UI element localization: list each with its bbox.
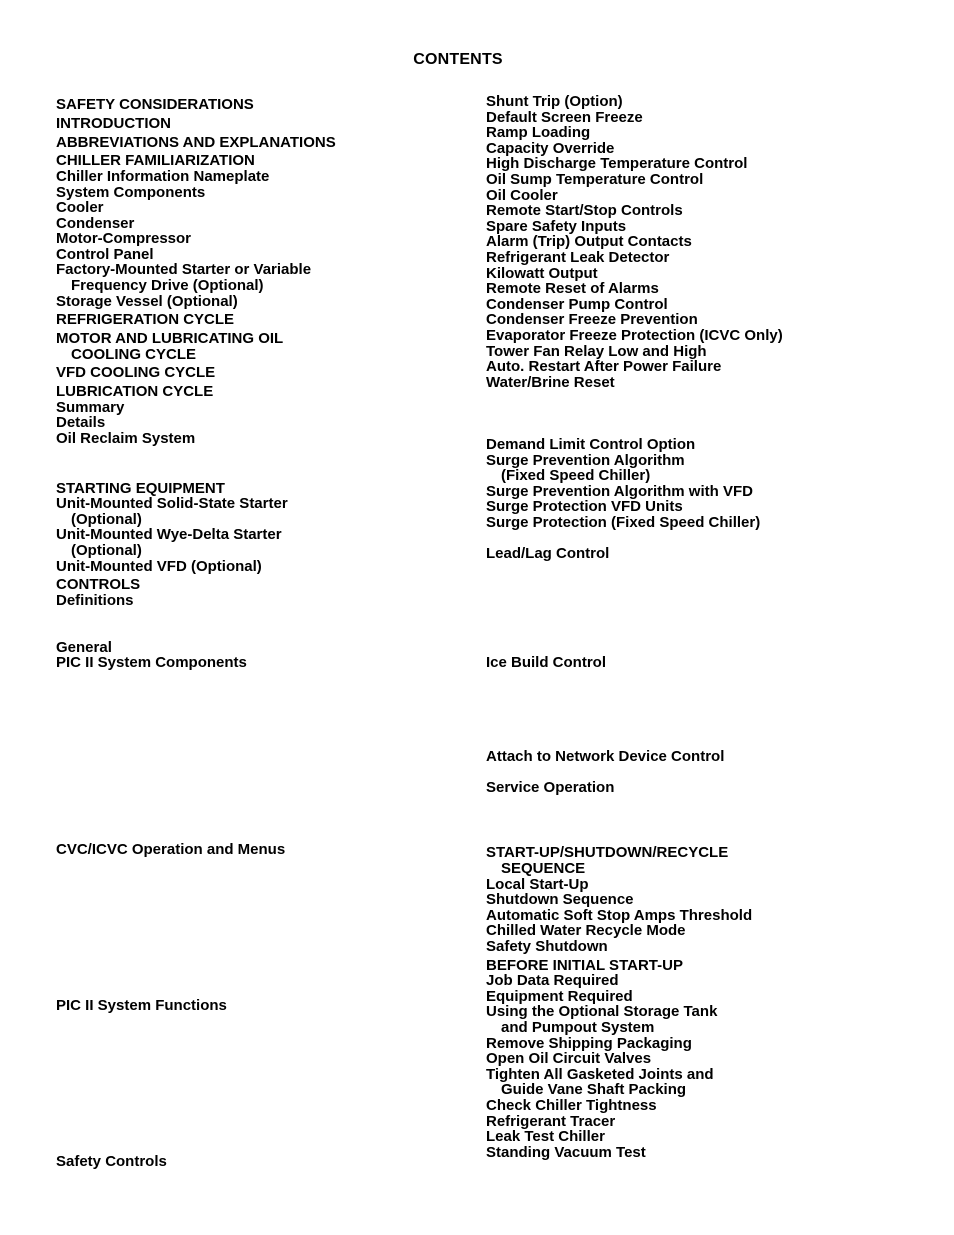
toc-entry[interactable]: Summary xyxy=(56,399,125,416)
toc-entry[interactable]: Details xyxy=(56,414,106,431)
toc-entry[interactable]: Chilled Water Recycle Mode xyxy=(486,922,686,939)
toc-entry[interactable]: Demand Limit Control Option xyxy=(486,436,696,453)
toc-entry[interactable]: Remote Start/Stop Controls xyxy=(486,202,683,219)
toc-entry[interactable]: INTRODUCTION xyxy=(56,115,171,132)
toc-entry[interactable]: Kilowatt Output xyxy=(486,265,598,282)
toc-entry[interactable]: Refrigerant Tracer xyxy=(486,1113,616,1130)
toc-entry[interactable]: PIC II System Functions xyxy=(56,997,227,1014)
toc-entry[interactable]: Open Oil Circuit Valves xyxy=(486,1050,652,1067)
toc-entry[interactable]: Refrigerant Leak Detector xyxy=(486,249,670,266)
toc-entry-continuation[interactable]: COOLING CYCLE xyxy=(71,346,197,363)
toc-entry[interactable]: Unit-Mounted VFD (Optional) xyxy=(56,558,262,575)
toc-entry[interactable]: Equipment Required xyxy=(486,988,633,1005)
toc-entry[interactable]: Ice Build Control xyxy=(486,654,606,671)
toc-entry-continuation[interactable]: Frequency Drive (Optional) xyxy=(71,277,264,294)
toc-entry[interactable]: STARTING EQUIPMENT xyxy=(56,480,225,497)
toc-entry[interactable]: System Components xyxy=(56,184,206,201)
toc-entry[interactable]: Surge Protection VFD Units xyxy=(486,498,683,515)
toc-entry-continuation[interactable]: (Optional) xyxy=(71,542,142,559)
toc-entry[interactable]: Motor-Compressor xyxy=(56,230,192,247)
toc-entry[interactable]: START-UP/SHUTDOWN/RECYCLE xyxy=(486,844,729,861)
toc-entry[interactable]: Factory-Mounted Starter or Variable xyxy=(56,261,312,278)
toc-entry[interactable]: REFRIGERATION CYCLE xyxy=(56,311,235,328)
toc-entry[interactable]: Safety Controls xyxy=(56,1153,167,1170)
toc-entry-continuation[interactable]: (Fixed Speed Chiller) xyxy=(501,467,651,484)
toc-entry[interactable]: Auto. Restart After Power Failure xyxy=(486,358,722,375)
toc-entry[interactable]: Tower Fan Relay Low and High xyxy=(486,343,707,360)
toc-entry[interactable]: Evaporator Freeze Protection (ICVC Only) xyxy=(486,327,783,344)
toc-entry[interactable]: Condenser Pump Control xyxy=(486,296,668,313)
toc-entry-continuation[interactable]: Guide Vane Shaft Packing xyxy=(501,1081,687,1098)
toc-entry[interactable]: Remove Shipping Packaging xyxy=(486,1035,692,1052)
toc-entry[interactable]: Local Start-Up xyxy=(486,876,589,893)
toc-entry[interactable]: Definitions xyxy=(56,592,134,609)
toc-entry[interactable]: ABBREVIATIONS AND EXPLANATIONS xyxy=(56,134,336,151)
toc-entry[interactable]: Storage Vessel (Optional) xyxy=(56,293,238,310)
toc-entry[interactable]: Control Panel xyxy=(56,246,154,263)
toc-entry[interactable]: Leak Test Chiller xyxy=(486,1128,605,1145)
toc-entry[interactable]: MOTOR AND LUBRICATING OIL xyxy=(56,330,284,347)
toc-entry[interactable]: Check Chiller Tightness xyxy=(486,1097,657,1114)
toc-entry[interactable]: Unit-Mounted Solid-State Starter xyxy=(56,495,288,512)
toc-entry[interactable]: CONTROLS xyxy=(56,576,141,593)
toc-entry[interactable]: CVC/ICVC Operation and Menus xyxy=(56,841,286,858)
toc-entry[interactable]: Service Operation xyxy=(486,779,615,796)
toc-entry[interactable]: Water/Brine Reset xyxy=(486,374,615,391)
toc-entry[interactable]: Job Data Required xyxy=(486,972,619,989)
toc-entry[interactable]: Shunt Trip (Option) xyxy=(486,93,623,110)
toc-entry-continuation[interactable]: and Pumpout System xyxy=(501,1019,655,1036)
toc-entry[interactable]: Tighten All Gasketed Joints and xyxy=(486,1066,714,1083)
toc-entry[interactable]: Oil Cooler xyxy=(486,187,558,204)
toc-entry[interactable]: Using the Optional Storage Tank xyxy=(486,1003,718,1020)
toc-entry-continuation[interactable]: (Optional) xyxy=(71,511,142,528)
toc-entry[interactable]: Condenser Freeze Prevention xyxy=(486,311,698,328)
toc-entry[interactable]: Oil Sump Temperature Control xyxy=(486,171,704,188)
toc-entry[interactable]: General xyxy=(56,639,112,656)
toc-entry[interactable]: Chiller Information Nameplate xyxy=(56,168,270,185)
toc-entry[interactable]: Standing Vacuum Test xyxy=(486,1144,646,1161)
toc-entry[interactable]: Safety Shutdown xyxy=(486,938,608,955)
toc-entry[interactable]: Unit-Mounted Wye-Delta Starter xyxy=(56,526,282,543)
toc-entry[interactable]: Condenser xyxy=(56,215,135,232)
toc-entry[interactable]: Spare Safety Inputs xyxy=(486,218,627,235)
toc-entry[interactable]: Capacity Override xyxy=(486,140,615,157)
toc-entry[interactable]: Oil Reclaim System xyxy=(56,430,196,447)
toc-entry[interactable]: VFD COOLING CYCLE xyxy=(56,364,216,381)
toc-entry[interactable]: Lead/Lag Control xyxy=(486,545,610,562)
toc-entry[interactable]: Surge Prevention Algorithm xyxy=(486,452,685,469)
toc-entry[interactable]: High Discharge Temperature Control xyxy=(486,155,748,172)
toc-entry[interactable]: BEFORE INITIAL START-UP xyxy=(486,957,683,974)
toc-entry[interactable]: SAFETY CONSIDERATIONS xyxy=(56,96,254,113)
toc-entry[interactable]: Surge Prevention Algorithm with VFD xyxy=(486,483,753,500)
toc-entry[interactable]: Surge Protection (Fixed Speed Chiller) xyxy=(486,514,761,531)
toc-entry[interactable]: Cooler xyxy=(56,199,104,216)
toc-entry[interactable]: PIC II System Components xyxy=(56,654,247,671)
toc-entry[interactable]: Shutdown Sequence xyxy=(486,891,634,908)
toc-entry[interactable]: Ramp Loading xyxy=(486,124,591,141)
page-title: CONTENTS xyxy=(413,51,503,68)
toc-entry[interactable]: CHILLER FAMILIARIZATION xyxy=(56,152,255,169)
toc-entry-continuation[interactable]: SEQUENCE xyxy=(501,860,586,877)
toc-entry[interactable]: Alarm (Trip) Output Contacts xyxy=(486,233,692,250)
toc-entry[interactable]: Attach to Network Device Control xyxy=(486,748,725,765)
toc-entry[interactable]: Default Screen Freeze xyxy=(486,109,643,126)
toc-entry[interactable]: Remote Reset of Alarms xyxy=(486,280,659,297)
toc-entry[interactable]: Automatic Soft Stop Amps Threshold xyxy=(486,907,753,924)
toc-entry[interactable]: LUBRICATION CYCLE xyxy=(56,383,214,400)
